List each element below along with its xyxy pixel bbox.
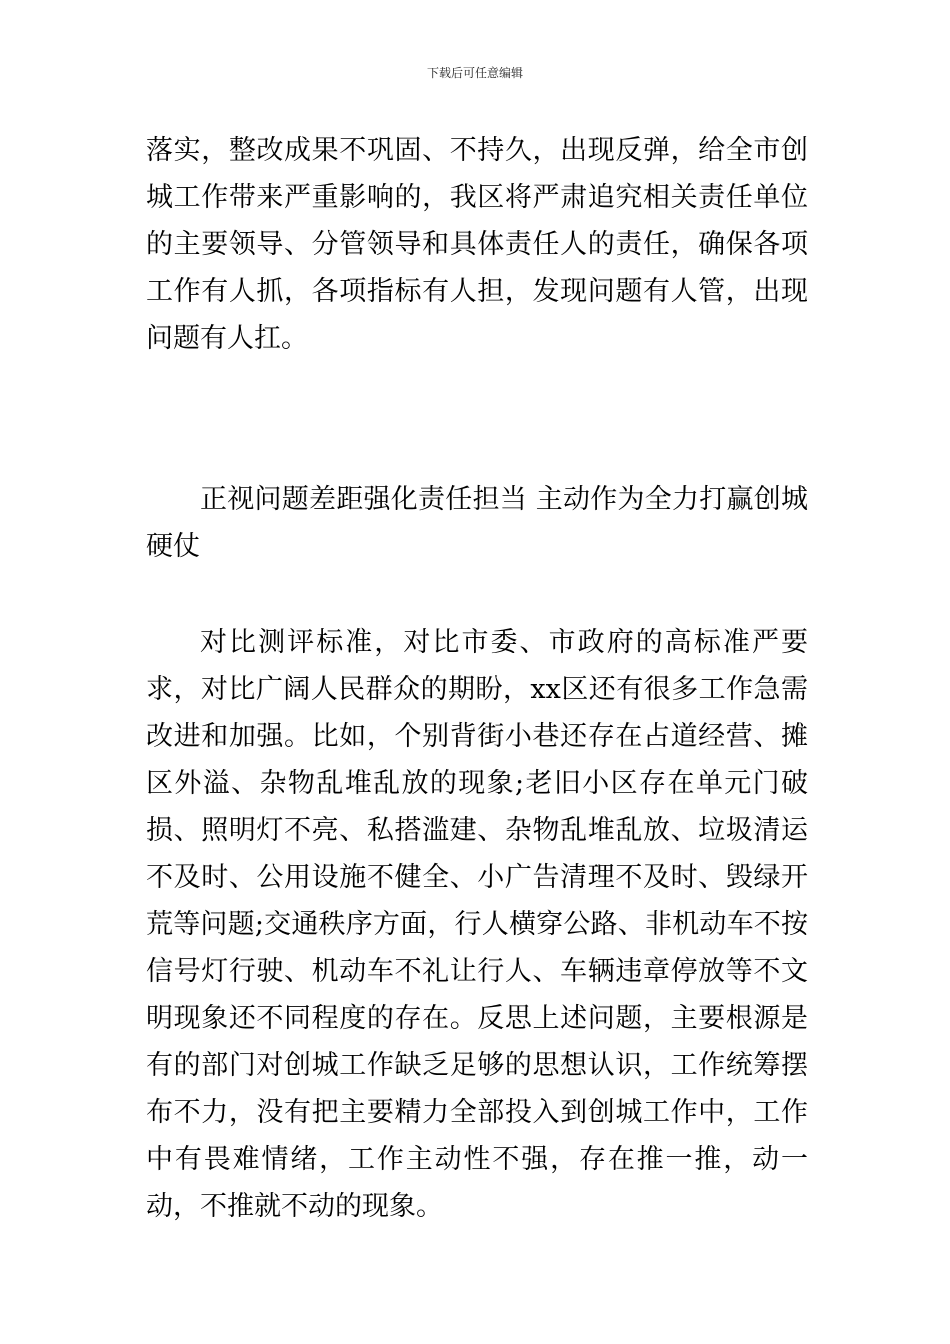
body-paragraph-1: 落实，整改成果不巩固、不持久，出现反弹，给全市创城工作带来严重影响的，我区将严肃追究相关责任单位的主要领导、分管领导和具体责任人的责任，确保各项工作有人抓，各项指标有人担，发现问题有人管，出现问题有人扛。	[146, 135, 808, 354]
section-heading: 正视问题差距强化责任担当 主动作为全力打赢创城硬仗	[146, 484, 808, 562]
body-paragraph-2: 对比测评标准，对比市委、市政府的高标准严要求，对比广阔人民群众的期盼，xx区还有很多工作急需改进和加强。比如，个别背街小巷还存在占道经营、摊区外溢、杂物乱堆乱放的现象;老旧小区存在单元门破损、照明灯不亮、私搭滥建、杂物乱堆乱放、垃圾清运不及时、公用设施不健全、小广告清理不及时、毁绿开荒等问题;交通秩序方面，行人横穿公路、非机动车不按信号灯行驶、机动车不礼让行人、车辆违章停放等不文明现象还不同程度的存在。反思上述问题，主要根源是有的部门对创城工作缺乏足够的思想认识，工作统筹摆布不力，没有把主要精力全部投入到创城工作中，工作中有畏难情绪，工作主动性不强，存在推一推，动一动，不推就不动的现象。	[146, 627, 808, 1222]
page-header: 下载后可任意编辑	[426, 66, 523, 80]
